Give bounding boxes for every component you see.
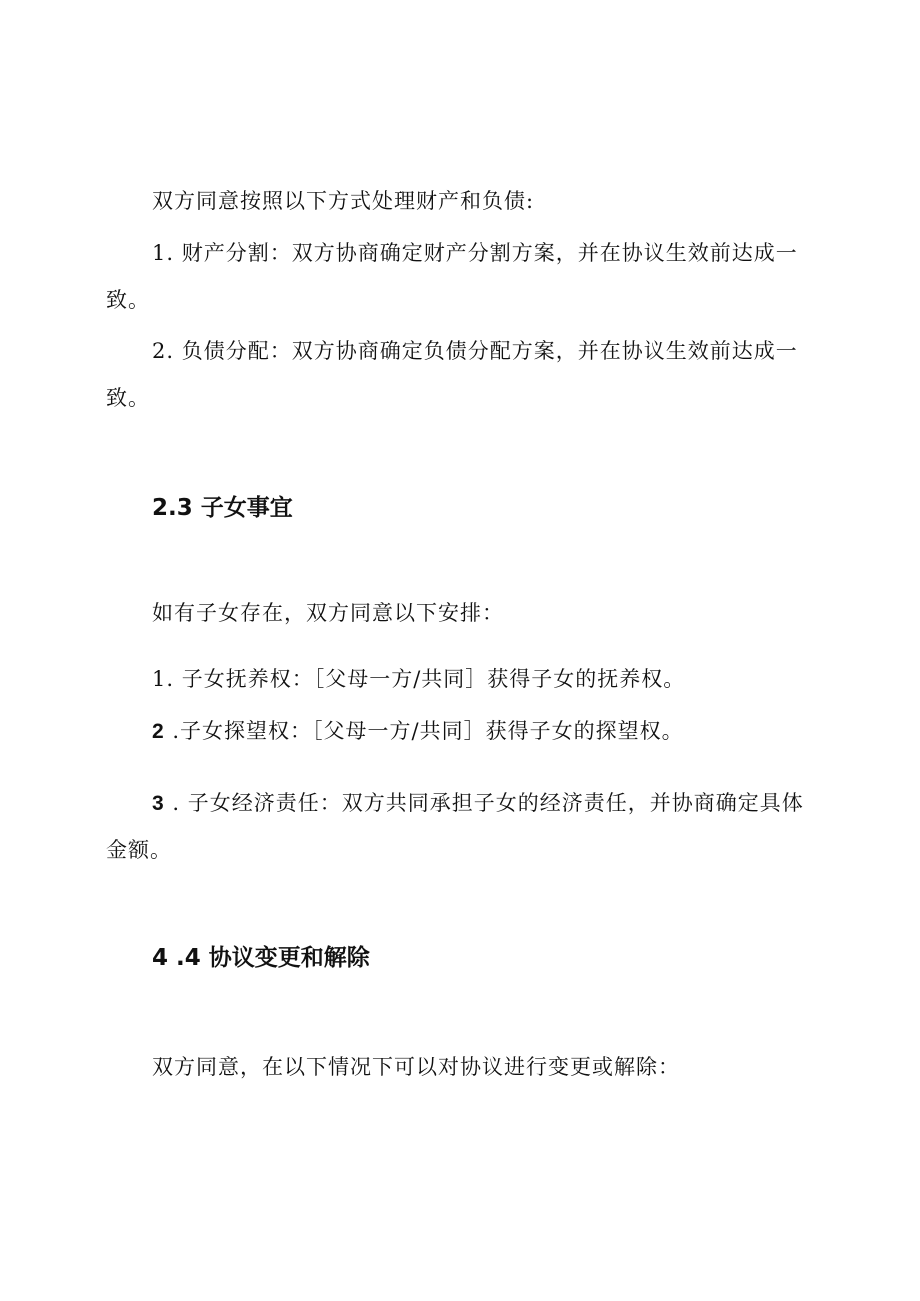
children-item-visitation-text: .子女探望权：［父母一方/共同］获得子女的探望权。 xyxy=(164,719,684,743)
children-item-financial-number: 3 xyxy=(152,792,165,815)
children-item-custody: 1. 子女抚养权：［父母一方/共同］获得子女的抚养权。 xyxy=(152,667,686,691)
property-item-1-line-2: 致。 xyxy=(106,288,150,312)
amendment-heading-text: .4 协议变更和解除 xyxy=(168,945,370,971)
amendment-intro: 双方同意，在以下情况下可以对协议进行变更或解除： xyxy=(152,1055,680,1079)
property-intro: 双方同意按照以下方式处理财产和负债: xyxy=(152,189,535,213)
children-section-heading: 2.3 子女事宜 xyxy=(152,495,293,521)
children-item-financial-line-1 xyxy=(152,789,804,818)
amendment-heading-number: 4 xyxy=(152,945,169,971)
amendment-section-heading xyxy=(152,943,370,973)
children-item-visitation-number: 2 xyxy=(152,720,165,743)
children-intro: 如有子女存在，双方同意以下安排： xyxy=(152,601,504,625)
property-item-2-line-1: 2. 负债分配：双方协商确定负债分配方案，并在协议生效前达成一 xyxy=(152,339,798,363)
children-item-financial-text: . 子女经济责任：双方共同承担子女的经济责任，并协商确定具体 xyxy=(164,791,804,815)
children-item-financial-line-2: 金额。 xyxy=(106,838,172,862)
children-item-visitation xyxy=(152,717,684,746)
property-item-1-line-1: 1. 财产分割：双方协商确定财产分割方案，并在协议生效前达成一 xyxy=(152,241,798,265)
property-item-2-line-2: 致。 xyxy=(106,386,150,410)
